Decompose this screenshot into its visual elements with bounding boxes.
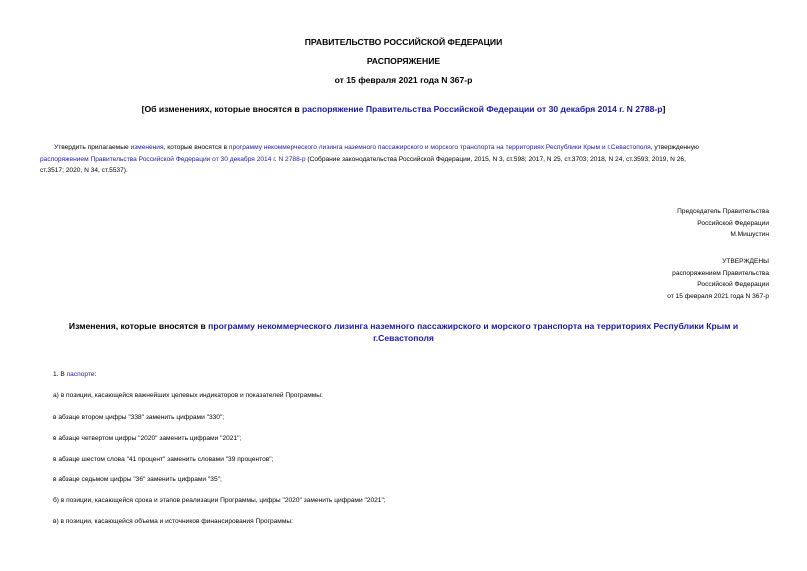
changes-title (0, 320, 807, 344)
signature-name: М.Мишустин (730, 231, 769, 238)
subject-link[interactable]: распоряжение Правительства Российской Федерации от 30 декабря 2014 г. N 2788-р (302, 104, 663, 114)
approval-line: распоряжением Правительства (672, 269, 769, 277)
item-c: в) в позиции, касающейся объема и источников финансирования Программы: (53, 518, 293, 525)
item-a-4: в абзаце седьмом цифры "36" заменить цифрами "35"; (53, 476, 222, 483)
signature-block (469, 206, 769, 241)
intro-line-1 (40, 142, 768, 154)
item-b: б) в позиции, касающейся срока и этапов реализации Программы, цифры "2020" заменить цифрами "2021"; (53, 497, 386, 504)
document-type-heading: РАСПОРЯЖЕНИЕ (366, 56, 441, 66)
approval-block (469, 256, 769, 302)
item-a-2: в абзаце четвертом цифры "2020" заменить цифрами "2021"; (53, 435, 242, 442)
program-link[interactable]: программу некоммерческого лизинга наземного пассажирского и морского транспорта на территориях Республики Крым и г.Севастополя (228, 144, 651, 151)
signature-organization: Российской Федерации (697, 219, 769, 227)
intro-text: Утвердить прилагаемые (54, 144, 131, 151)
intro-text: , утвержденную (650, 144, 699, 151)
intro-text: (Собрание законодательства Российской Федерации, 2015, N 3, ст.598; 2017, N 25, ст.3703; 2018, N 24, ст.3593; 2019, N 26, (305, 155, 686, 163)
passport-link[interactable]: паспорте (66, 371, 95, 378)
intro-paragraph (40, 142, 768, 177)
subject-text-close: ] (662, 104, 666, 114)
item-1-text: 1. В (53, 371, 67, 378)
intro-text: , которые вносятся в (163, 144, 229, 151)
item-1 (53, 369, 96, 381)
approval-title: УТВЕРЖДЕНЫ (722, 258, 769, 265)
changes-link[interactable]: изменения (130, 144, 164, 151)
changes-title-line-1 (0, 320, 807, 332)
intro-line-3: ст.3517; 2020, N 34, ст.5537). (40, 167, 128, 174)
decree-link[interactable]: распоряжением Правительства Российской Федерации от 30 декабря 2014 г. N 2788-р (40, 155, 306, 163)
document-date: от 15 февраля 2021 года N 367-р (334, 75, 473, 85)
approval-line: Российской Федерации (697, 281, 769, 288)
changes-program-link[interactable]: программу некоммерческого лизинга наземного пассажирского и морского транспорта на территориях Республики Крым и (208, 321, 739, 331)
approval-date: от 15 февраля 2021 года N 367-р (667, 292, 769, 300)
intro-line-2 (40, 154, 768, 166)
item-a: а) в позиции, касающейся важнейших целевых индикаторов и показателей Программы: (53, 392, 323, 399)
changes-title-text: Изменения, которые вносятся в (68, 321, 209, 331)
changes-title-line-2 (0, 332, 807, 344)
government-heading: ПРАВИТЕЛЬСТВО РОССИЙСКОЙ ФЕДЕРАЦИИ (304, 37, 503, 47)
item-a-1: в абзаце втором цифры "338" заменить цифрами "330"; (53, 414, 225, 421)
signature-position: Председатель Правительства (677, 208, 769, 215)
subject-text-open: [Об изменениях, которые вносятся в (141, 104, 303, 114)
item-1-text: : (94, 371, 97, 378)
document-subject (0, 104, 807, 114)
item-a-3: в абзаце шестом слова "41 процент" заменить словами "39 процентов"; (53, 456, 274, 463)
changes-program-link-continued[interactable]: г.Севастополя (373, 333, 434, 343)
